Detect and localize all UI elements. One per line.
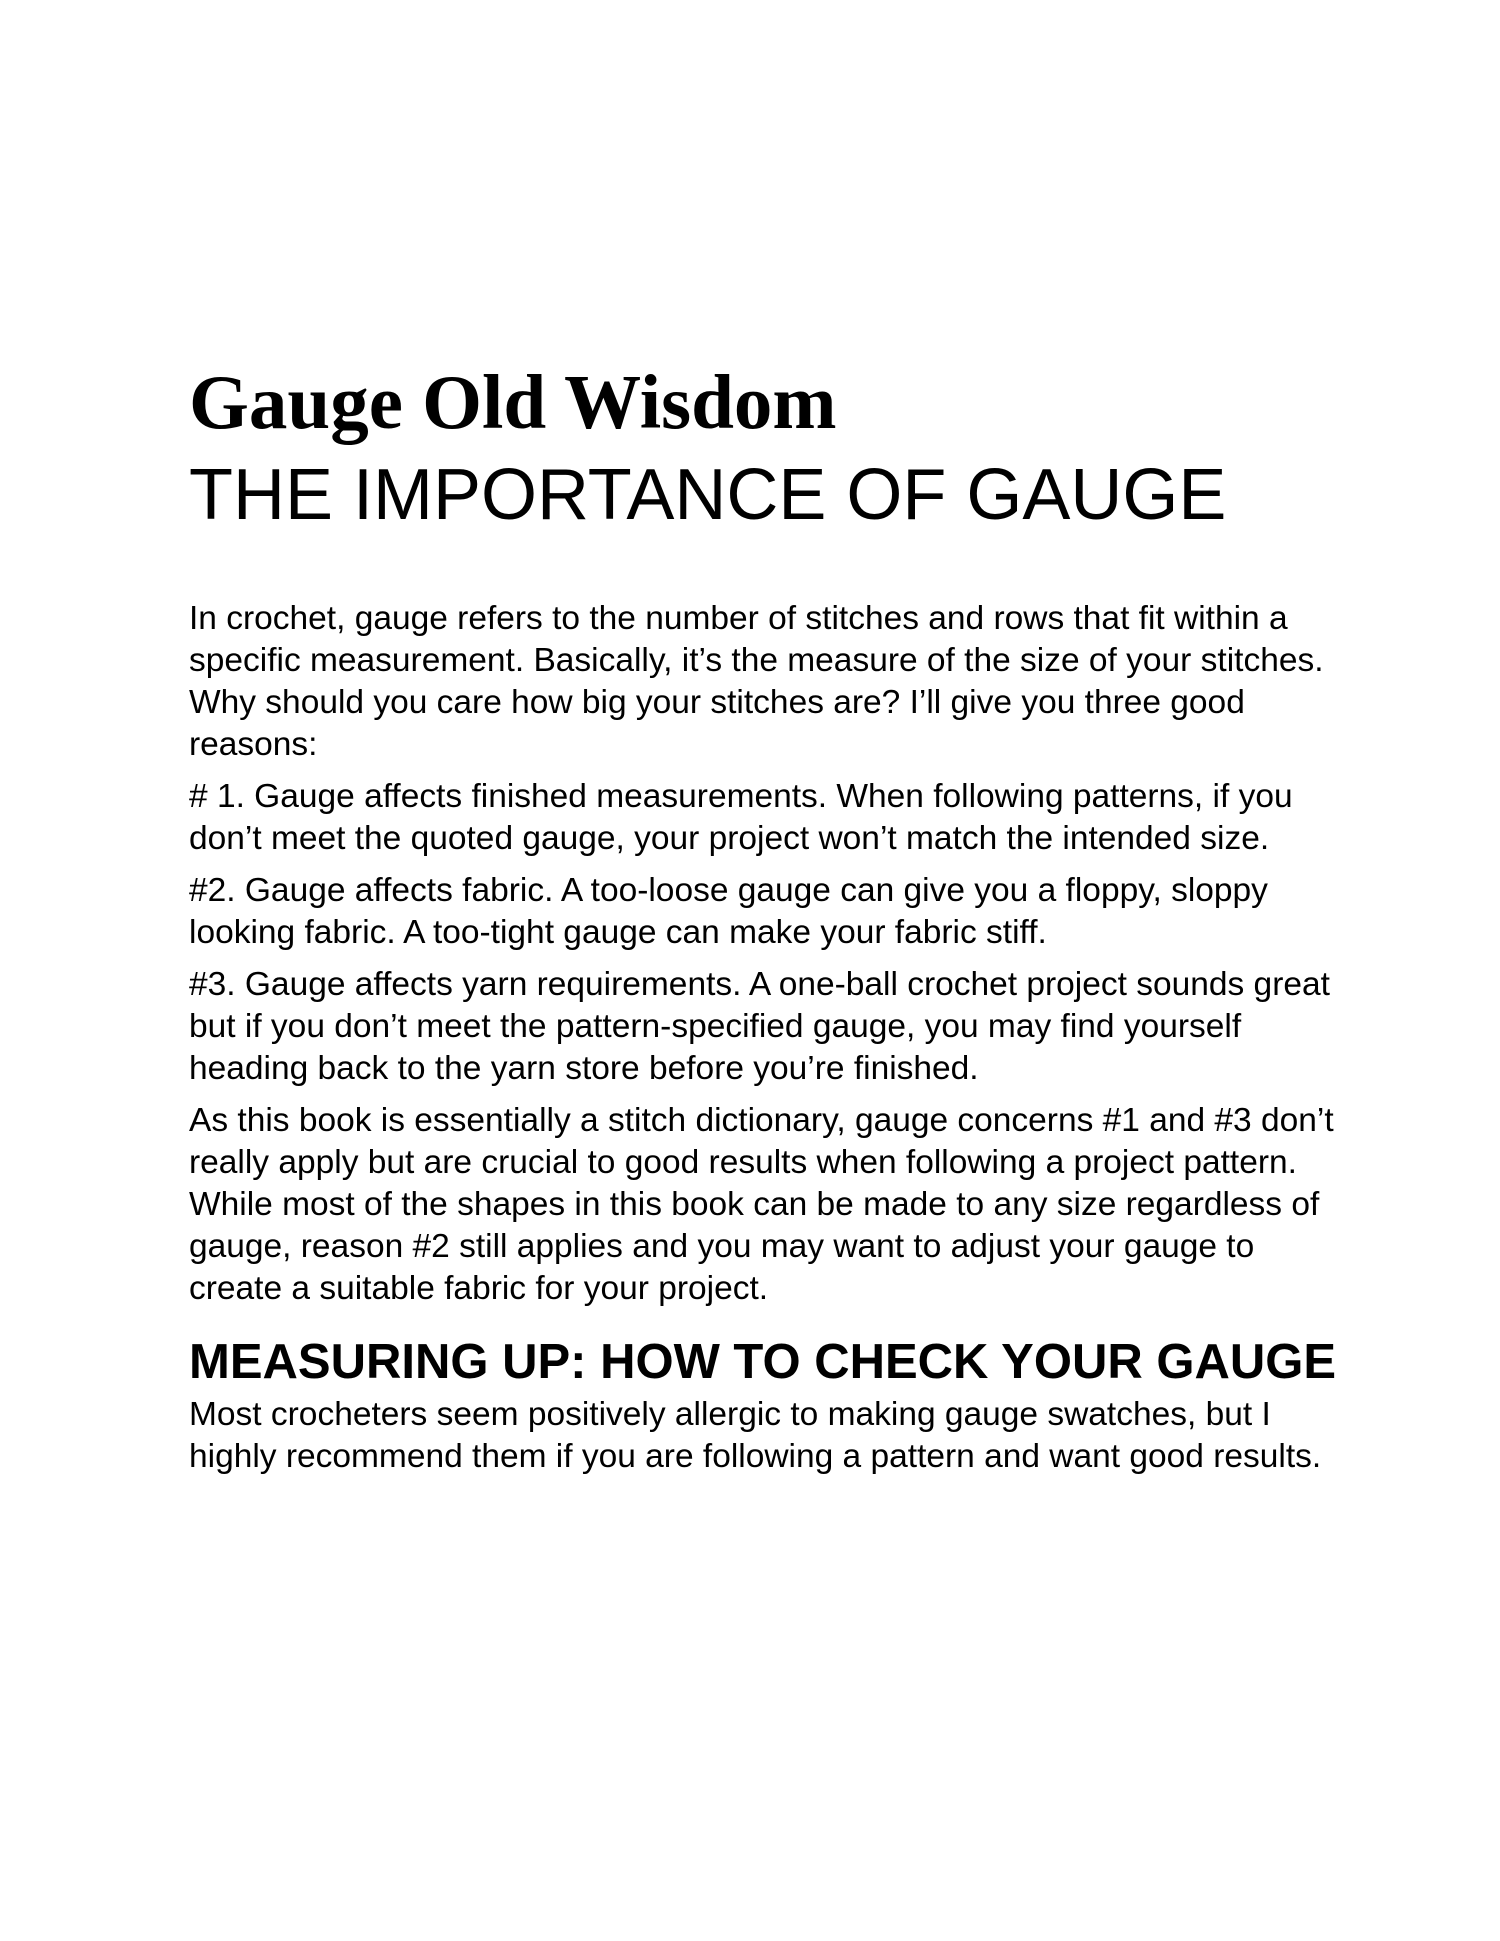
chapter-title: Gauge Old Wisdom bbox=[189, 359, 837, 445]
page-content bbox=[189, 355, 1339, 1478]
measuring-up-heading: MEASURING UP: HOW TO CHECK YOUR GAUGE bbox=[189, 1335, 1337, 1389]
section-title: THE IMPORTANCE OF GAUGE bbox=[189, 455, 1227, 535]
swatch-paragraph: Most crocheters seem positively allergic to making gauge swatches, but I highly recommend them if you are following a pattern and want good results. bbox=[189, 1396, 1322, 1475]
reason-1-paragraph: # 1. Gauge affects finished measurements. When following patterns, if you don’t meet the quoted gauge, your project won’t match the intended size. bbox=[189, 778, 1293, 857]
intro-paragraph: In crochet, gauge refers to the number of stitches and rows that fit within a specific measurement. Basically, it’s the measure of the size of your stitches. Why should you care how big your stitches are? I’ll give you three good reasons: bbox=[189, 600, 1324, 763]
stitch-dictionary-paragraph: As this book is essentially a stitch dictionary, gauge concerns #1 and #3 don’t really apply but are crucial to good results when following a project pattern. While most of the shapes in this book can be made to any size regardless of gauge, reason #2 still applies and you may want to adjust your gauge to create a suitable fabric for your project. bbox=[189, 1102, 1334, 1307]
reason-3-paragraph: #3. Gauge affects yarn requirements. A one-ball crochet project sounds great but if you don’t meet the pattern-specified gauge, you may find yourself heading back to the yarn store before you’re finished. bbox=[189, 966, 1330, 1087]
reason-2-paragraph: #2. Gauge affects fabric. A too-loose gauge can give you a floppy, sloppy looking fabric. A too-tight gauge can make your fabric stiff. bbox=[189, 872, 1268, 951]
